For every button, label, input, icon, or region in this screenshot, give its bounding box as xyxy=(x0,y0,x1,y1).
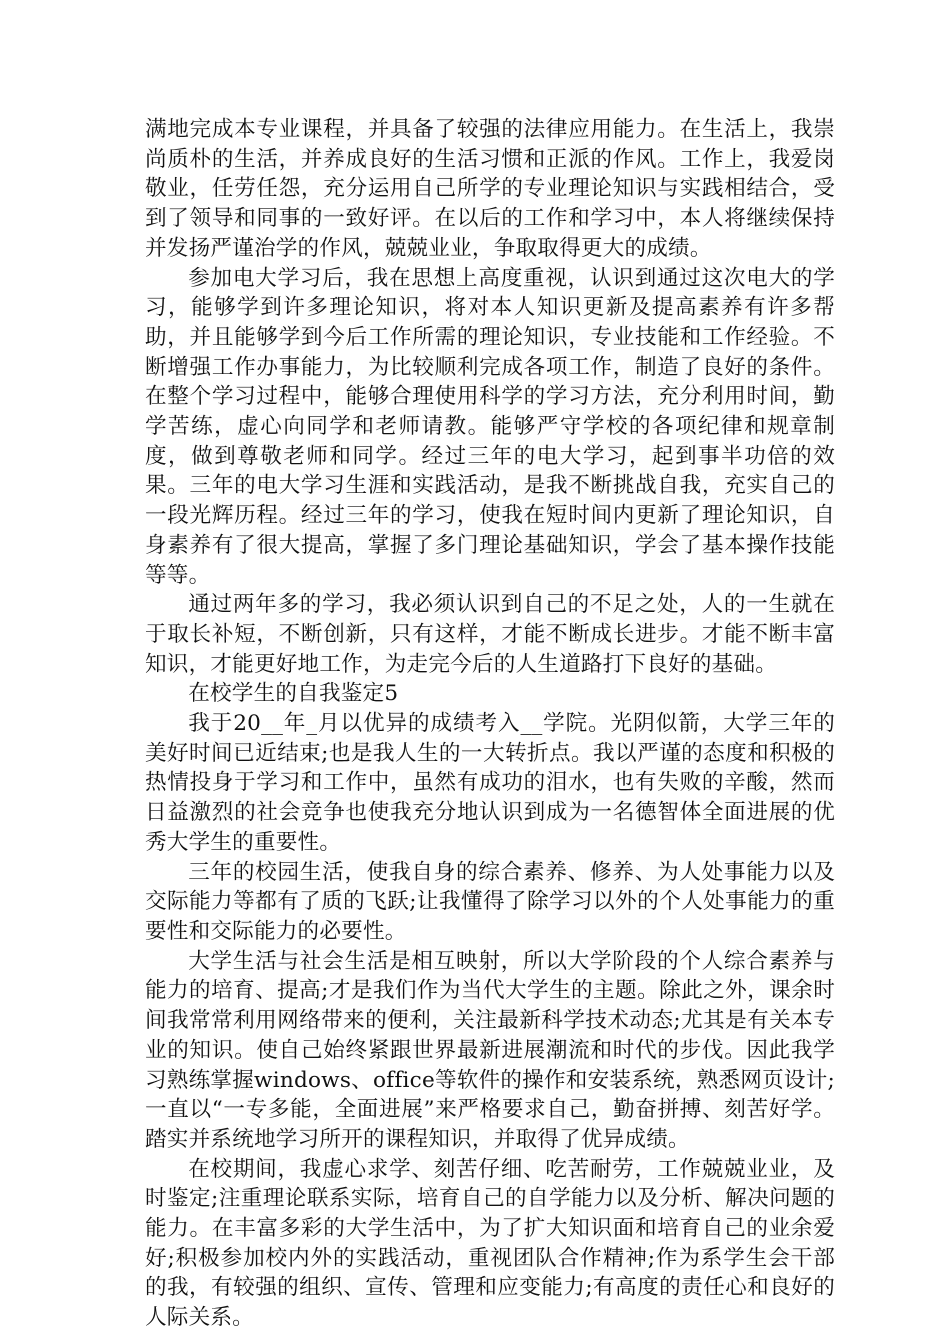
section-heading: 在校学生的自我鉴定5 xyxy=(188,681,399,707)
paragraph-2: 参加电大学习后，我在思想上高度重视，认识到通过这次电大的学习，能够学到许多理论知识，将对本人知识更新及提高素养有许多帮助，并且能够学到今后工作所需的理论知识，专业技能和工作经验。不断增强工作办事能力，为比较顺利完成各项工作，制造了良好的条件。在整个学习过程中，能够合理使用科学的学习方法，充分利用时间，勤学苦练，虚心向同学和老师请教。能够严守学校的各项纪律和规章制度，做到尊敬老师和同学。经过三年的电大学习，起到事半功倍的效果。三年的电大学习生涯和实践活动，是我不断挑战自我，充实自己的一段光辉历程。经过三年的学习，使我在短时间内更新了理论知识，自身素养有了很大提高，掌握了多门理论基础知识，学会了基本操作技能等等。 xyxy=(145,265,835,588)
paragraph-1: 满地完成本专业课程，并具备了较强的法律应用能力。在生活上，我崇尚质朴的生活，并养成良好的生活习惯和正派的作风。工作上，我爱岗敬业，任劳任怨，充分运用自己所学的专业理论知识与实践相结合，受到了领导和同事的一致好评。在以后的工作和学习中，本人将继续保持并发扬严谨治学的作风，兢兢业业，争取取得更大的成绩。 xyxy=(145,117,835,261)
paragraph-7: 大学生活与社会生活是相互映射，所以大学阶段的个人综合素养与能力的培育、提高;才是我们作为当代大学生的主题。除此之外，课余时间我常常利用网络带来的便利，关注最新科学技术动态;尤其是有关本专业的知识。使自己始终紧跟世界最新进展潮流和时代的步伐。因此我学习熟练掌握windows、office等软件的操作和安装系统，熟悉网页设计;一直以“一专多能，全面进展”来严格要求自己，勤奋拼搏、刻苦好学。踏实并系统地学习所开的课程知识，并取得了优异成绩。 xyxy=(145,948,835,1152)
paragraph-8: 在校期间，我虚心求学、刻苦仔细、吃苦耐劳，工作兢兢业业，及时鉴定;注重理论联系实际，培育自己的自学能力以及分析、解决问题的能力。在丰富多彩的大学生活中，为了扩大知识面和培育自己的业余爱好;积极参加校内外的实践活动，重视团队合作精神;作为系学生会干部的我，有较强的组织、宣传、管理和应变能力;有高度的责任心和良好的人际关系。 xyxy=(145,1156,835,1331)
paragraph-6: 三年的校园生活，使我自身的综合素养、修养、为人处事能力以及交际能力等都有了质的飞跃;让我懂得了除学习以外的个人处事能力的重要性和交际能力的必要性。 xyxy=(145,859,835,944)
paragraph-3: 通过两年多的学习，我必须认识到自己的不足之处，人的一生就在于取长补短，不断创新，只有这样，才能不断成长进步。才能不断丰富知识，才能更好地工作，为走完今后的人生道路打下良好的基础。 xyxy=(145,592,835,677)
paragraph-5: 我于20__年_月以优异的成绩考入__学院。光阴似箭，大学三年的美好时间已近结束;也是我人生的一大转折点。我以严谨的态度和积极的热情投身于学习和工作中，虽然有成功的泪水，也有失败的辛酸，然而日益激烈的社会竞争也使我充分地认识到成为一名德智体全面进展的优秀大学生的重要性。 xyxy=(145,711,835,855)
document-body xyxy=(145,115,835,1333)
